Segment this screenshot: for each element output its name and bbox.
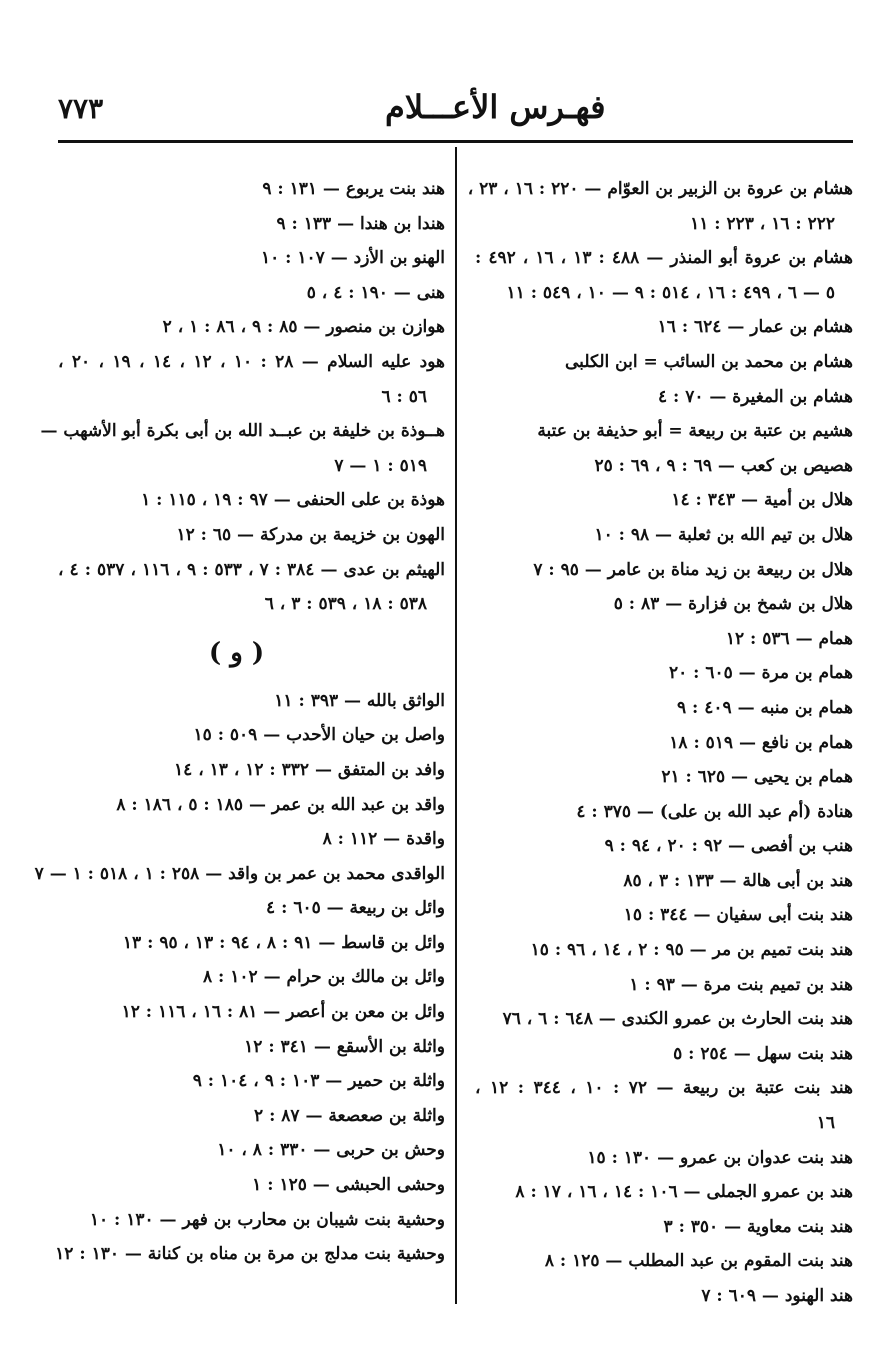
index-entry: هند بنت أبى سفيان — ٣٤٤ : ١٥ xyxy=(623,905,853,926)
index-entry: الهيثم بن عدى — ٣٨٤ : ٧ ، ٥٣٣ : ٩ ، ١١٦ ، ٥٣٧ : ٤ ، xyxy=(58,559,445,580)
index-entry: واقد بن عبد الله بن عمر — ١٨٥ : ٥ ، ١٨٦ : ٨ xyxy=(116,794,445,815)
index-entry: هلال بن ربيعة بن زيد مناة بن عامر — ٩٥ : ٧ xyxy=(533,559,853,580)
index-entry: هنى — ١٩٠ : ٤ ، ٥ xyxy=(306,282,445,303)
index-column-right xyxy=(467,172,854,1314)
index-entry: وحشية بنت مدلج بن مرة بن مناه بن كنانة — ١٣٠ : ١٢ xyxy=(55,1244,445,1265)
header-rule xyxy=(58,140,853,143)
index-entry: هنب بن أفصى — ٩٢ : ٢٠ ، ٩٤ : ٩ xyxy=(604,836,853,857)
index-entry: هند بنت سهل — ٢٥٤ : ٥ xyxy=(673,1043,853,1064)
column-divider xyxy=(455,147,457,1304)
index-entry: هنادة (أم عبد الله بن على) — ٣٧٥ : ٤ xyxy=(576,801,853,822)
page-number: ٧٧٣ xyxy=(58,92,104,125)
index-entry: هند بن أبى هالة — ١٣٣ : ٣ ، ٨٥ xyxy=(623,870,853,891)
index-entry: همام — ٥٣٦ : ١٢ xyxy=(725,628,853,649)
index-entry: هند بنت عتبة بن ربيعة — ٧٢ : ١٠ ، ٣٤٤ : ١٢ ، xyxy=(475,1078,854,1099)
index-entry-continuation: ٥٦ : ٦ xyxy=(381,386,427,407)
index-entry: هلال بن تيم الله بن ثعلبة — ٩٨ : ١٠ xyxy=(594,524,853,545)
index-entry: وائل بن معن بن أعصر — ٨١ : ١٦ ، ١١٦ : ١٢ xyxy=(121,1002,445,1023)
index-entry: همام بن يحيى — ٦٢٥ : ٢١ xyxy=(661,767,853,788)
index-entry: هند بن عمرو الجملى — ١٠٦ : ١٤ ، ١٦ ، ١٧ : ٨ xyxy=(515,1182,853,1203)
index-entry: هشام بن المغيرة — ٧٠ : ٤ xyxy=(657,386,853,407)
index-column-left xyxy=(34,172,445,1272)
index-entry: هــوذة بن خليفة بن عبــد الله بن أبى بكرة أبو الأشهب — xyxy=(40,421,445,442)
index-entry: هند بنت عدوان بن عمرو — ١٣٠ : ١٥ xyxy=(587,1147,853,1168)
index-entry-continuation: ٥ — ٦ ، ٤٩٩ : ١٦ ، ٥١٤ : ٩ — ١٠ ، ٥٤٩ : ١١ xyxy=(506,282,835,303)
index-entry: واصل بن حيان الأحدب — ٥٠٩ : ١٥ xyxy=(193,725,445,746)
index-entry: الواثق بالله — ٣٩٣ : ١١ xyxy=(274,690,445,711)
index-entry: وحشية بنت شيبان بن محارب بن فهر — ١٣٠ : ١٠ xyxy=(89,1209,445,1230)
index-entry: وائل بن مالك بن حرام — ١٠٢ : ٨ xyxy=(203,967,445,988)
index-entry: هند بنت تميم بن مر — ٩٥ : ٢ ، ١٤ ، ٩٦ : ١٥ xyxy=(530,940,853,961)
index-entry: همام بن نافع — ٥١٩ : ١٨ xyxy=(669,732,853,753)
index-entry: هوازن بن منصور — ٨٥ : ٩ ، ٨٦ : ١ ، ٢ xyxy=(162,317,445,338)
index-entry: هند بنت معاوية — ٣٥٠ : ٣ xyxy=(663,1216,853,1237)
index-entry: همام بن منبه — ٤٠٩ : ٩ xyxy=(677,697,853,718)
index-entry: واثلة بن حمير — ١٠٣ : ٩ ، ١٠٤ : ٩ xyxy=(192,1071,445,1092)
index-entry: الهنو بن الأزد — ١٠٧ : ١٠ xyxy=(261,248,445,269)
index-entry: هندا بن هندا — ١٣٣ : ٩ xyxy=(276,213,445,234)
index-entry: واقدة — ١١٢ : ٨ xyxy=(322,829,445,850)
index-entry: هوذة بن على الحنفى — ٩٧ : ١٩ ، ١١٥ : ١ xyxy=(141,490,445,511)
index-entry: هند بنت يربوع — ١٣١ : ٩ xyxy=(262,179,445,199)
index-entry: الهون بن خزيمة بن مدركة — ٦٥ : ١٢ xyxy=(176,524,445,545)
index-entry-continuation: ٢٢٢ : ١٦ ، ٢٢٣ : ١١ xyxy=(690,213,835,234)
page-title: فهـرس الأعـــلام xyxy=(385,88,606,126)
index-entry: هند الهنود — ٦٠٩ : ٧ xyxy=(701,1286,853,1306)
index-entry: واثلة بن صعصعة — ٨٧ : ٢ xyxy=(254,1105,445,1126)
index-entry: واثلة بن الأسقع — ٣٤١ : ١٢ xyxy=(244,1036,445,1057)
index-entry: وائل بن ربيعة — ٦٠٥ : ٤ xyxy=(266,898,445,919)
index-entry: هود عليه السلام — ٢٨ : ١٠ ، ١٢ ، ١٤ ، ١٩ ، ٢٠ ، xyxy=(58,351,445,372)
index-entry-continuation: ٥٣٨ : ١٨ ، ٥٣٩ : ٣ ، ٦ xyxy=(264,594,427,615)
index-entry-continuation: ١٦ xyxy=(816,1113,835,1134)
index-entry: هشيم بن عتبة بن ربيعة = أبو حذيفة بن عتبة xyxy=(537,421,853,442)
index-entry: هشام بن عروة أبو المنذر — ٤٨٨ : ١٣ ، ١٦ ، ٤٩٢ : xyxy=(475,248,854,269)
index-entry: وحش بن حربى — ٣٣٠ : ٨ ، ١٠ xyxy=(217,1140,445,1161)
index-entry: هشام بن عروة بن الزبير بن العوّام — ٢٢٠ : ١٦ ، ٢٣ ، xyxy=(467,179,853,199)
index-entry: وافد بن المتفق — ٣٣٢ : ١٢ ، ١٣ ، ١٤ xyxy=(174,759,445,780)
index-entry: هشام بن محمد بن السائب = ابن الكلبى xyxy=(565,351,853,372)
index-entry: همام بن مرة — ٦٠٥ : ٢٠ xyxy=(668,663,853,684)
index-entry: هلال بن أمية — ٣٤٣ : ١٤ xyxy=(671,490,853,511)
index-entry-continuation: ٥١٩ : ١ — ٧ xyxy=(334,455,427,476)
index-entry: هصيص بن كعب — ٦٩ : ٩ ، ٦٩ : ٢٥ xyxy=(594,455,853,476)
index-entry: هلال بن شمخ بن فزارة — ٨٣ : ٥ xyxy=(613,594,853,615)
index-entry: هند بنت الحارث بن عمرو الكندى — ٦٤٨ : ٦ ، ٧٦ xyxy=(502,1009,853,1030)
index-entry: هشام بن عمار — ٦٢٤ : ١٦ xyxy=(657,317,853,338)
section-heading-waw: ( و ) xyxy=(208,637,265,668)
index-entry: وائل بن قاسط — ٩١ : ٨ ، ٩٤ : ١٣ ، ٩٥ : ١٣ xyxy=(122,932,445,953)
index-entry: هند بن تميم بنت مرة — ٩٣ : ١ xyxy=(629,974,853,995)
index-entry: الواقدى محمد بن عمر بن واقد — ٢٥٨ : ١ ، ٥١٨ : ١ — ٧ xyxy=(34,863,445,884)
index-entry: هند بنت المقوم بن عبد المطلب — ١٢٥ : ٨ xyxy=(544,1251,853,1272)
index-entry: وحشى الحبشى — ١٢٥ : ١ xyxy=(252,1175,445,1196)
